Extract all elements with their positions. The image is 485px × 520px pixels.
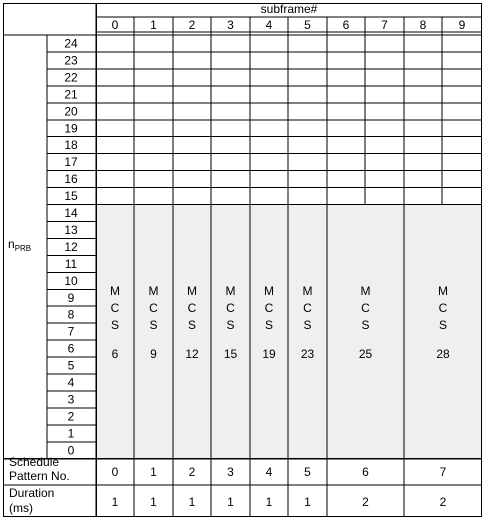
header-subframe-label: subframe# [260, 2, 318, 16]
prb-index-label: 17 [64, 155, 78, 170]
subframe-number: 6 [342, 18, 350, 32]
mcs-letter: S [110, 318, 120, 332]
mcs-letter: M [302, 284, 313, 298]
mcs-value: 12 [185, 347, 199, 361]
prb-index-label: 5 [67, 358, 75, 373]
subframe-number: 3 [227, 18, 234, 32]
mcs-letter: C [438, 301, 448, 315]
mcs-letter: C [187, 301, 197, 315]
prb-index-label: 4 [67, 375, 75, 390]
mcs-value: 15 [223, 347, 238, 361]
row-axis-label-main: n [8, 237, 15, 251]
mcs-letter: S [149, 318, 158, 332]
prb-index-label: 20 [64, 104, 78, 119]
duration-value: 1 [304, 495, 311, 509]
prb-index-label: 10 [64, 273, 78, 288]
mcs-letter: M [438, 284, 448, 298]
mcs-value: 19 [262, 347, 276, 361]
subframe-number: 8 [419, 18, 427, 32]
schedule-pattern-number: 2 [188, 465, 196, 479]
duration-value: 2 [362, 495, 369, 509]
prb-index-label: 21 [64, 87, 78, 102]
mcs-letter: M [187, 284, 197, 298]
prb-index-label: 9 [67, 290, 75, 305]
mcs-value: 28 [436, 347, 450, 361]
duration-label: (ms) [9, 501, 33, 515]
prb-index-label: 18 [64, 138, 78, 153]
prb-index-label: 11 [64, 256, 78, 271]
duration-label: Duration [9, 486, 55, 500]
mcs-letter: M [110, 284, 120, 298]
mcs-letter: C [361, 301, 370, 315]
duration-value: 1 [227, 495, 234, 509]
prb-index-label: 1 [67, 426, 75, 441]
mcs-letter: M [148, 284, 159, 298]
mcs-letter: S [361, 318, 370, 332]
prb-index-label: 15 [64, 189, 78, 204]
row-axis-label-sub: PRB [14, 244, 32, 253]
prb-index-label: 8 [67, 307, 75, 322]
prb-index-label: 6 [67, 341, 75, 356]
mcs-letter: C [149, 301, 158, 315]
subframe-number: 0 [111, 18, 119, 32]
mcs-letter: S [226, 318, 235, 332]
schedule-pattern-number: 4 [265, 465, 273, 479]
prb-index-label: 14 [64, 206, 78, 220]
schedule-pattern-number: 1 [150, 465, 157, 479]
mcs-letter: M [225, 284, 236, 298]
schedule-pattern-number: 7 [439, 465, 447, 479]
prb-index-label: 0 [67, 443, 75, 458]
mcs-value: 23 [300, 347, 315, 361]
duration-value: 1 [111, 495, 119, 509]
duration-value: 1 [188, 495, 196, 509]
subframe-number: 1 [150, 18, 157, 32]
mcs-letter: S [438, 318, 448, 332]
mcs-letter: S [187, 318, 197, 332]
mcs-letter: M [360, 284, 371, 298]
mcs-value: 9 [150, 347, 157, 361]
subframe-number: 9 [458, 18, 466, 32]
row-axis-label [8, 237, 31, 253]
mcs-letter: C [303, 301, 312, 315]
schedule-pattern-label: Pattern No. [9, 469, 70, 483]
mcs-value: 25 [358, 347, 373, 361]
prb-index-label: 7 [67, 324, 75, 339]
schedule-pattern-label: Schedule [9, 455, 60, 469]
duration-value: 2 [439, 495, 447, 509]
prb-index-label: 23 [64, 53, 78, 68]
mcs-letter: C [110, 301, 120, 315]
subframe-number: 4 [265, 18, 273, 32]
prb-index-label: 22 [64, 70, 78, 85]
prb-index-label: 19 [64, 121, 78, 136]
prb-index-label: 3 [67, 392, 75, 407]
prb-index-label: 12 [64, 239, 78, 254]
schedule-pattern-number: 0 [111, 465, 119, 479]
prb-index-label: 24 [64, 36, 78, 51]
mcs-letter: M [264, 284, 274, 298]
schedule-pattern-number: 3 [227, 465, 234, 479]
mcs-letter: C [226, 301, 235, 315]
duration-value: 1 [265, 495, 273, 509]
mcs-value: 6 [111, 347, 119, 361]
prb-index-label: 2 [67, 409, 75, 424]
prb-index-label: 16 [64, 172, 78, 187]
subframe-number: 5 [304, 18, 311, 32]
duration-value: 1 [150, 495, 157, 509]
prb-index-label: 13 [64, 222, 78, 237]
schedule-pattern-number: 5 [304, 465, 311, 479]
mcs-letter: C [264, 301, 274, 315]
subframe-number: 7 [381, 18, 388, 32]
schedule-pattern-number: 6 [362, 465, 369, 479]
subframe-number: 2 [188, 18, 196, 32]
mcs-letter: S [303, 318, 312, 332]
mcs-letter: S [264, 318, 274, 332]
